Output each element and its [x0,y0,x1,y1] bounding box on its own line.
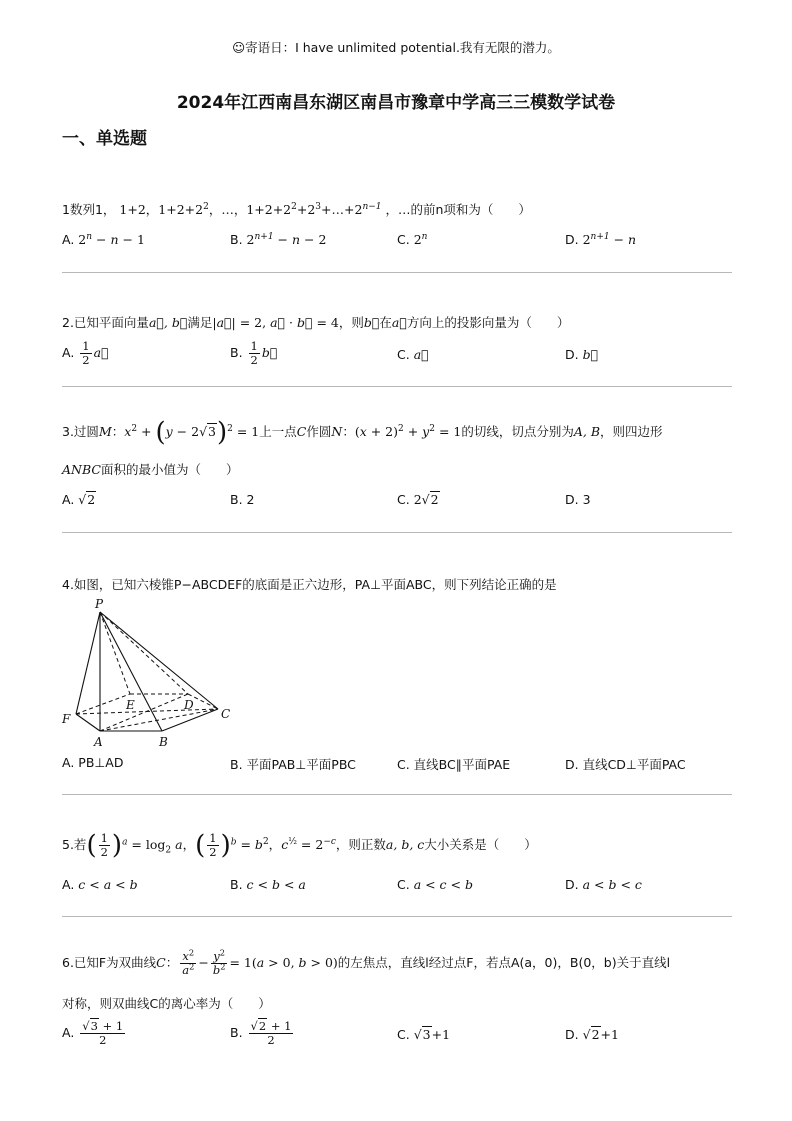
question-1-option-a[interactable]: A. $2^n - n - 1$ [62,232,145,247]
question-6-option-b[interactable]: B. $\frac{√2 + 1}{2}$ [230,1019,292,1048]
question-1-option-b[interactable]: B. $2^{n+1} - n - 2$ [230,232,327,247]
label-d: D [184,698,194,712]
label-c: C [221,707,231,721]
question-1-stem: 1数列1， 1+2，$1+2+2^2$，…，$1+2+2^2+2^3+\dots+2^{n-1}$ ，…的前n项和为（ ） [62,202,531,217]
question-5-option-a[interactable]: A. c < a < b [62,877,138,892]
question-6-option-c[interactable]: C. √3+1 [397,1027,451,1042]
question-6-option-d[interactable]: D. √2+1 [565,1027,619,1042]
edge-pd [100,612,188,694]
question-5-option-b[interactable]: B. c < b < a [230,877,306,892]
divider [62,794,732,795]
divider [62,272,732,273]
label-p: P [95,597,104,611]
question-3-option-d[interactable]: D. 3 [565,492,591,507]
label-f: F [62,712,71,726]
question-4-stem: 4.如图，已知六棱锥P−ABCDEF的底面是正六边形，PA⊥平面ABC，则下列结论正确的是 [62,577,557,592]
question-3-option-c[interactable]: C. 2√2 [397,492,439,507]
question-3-stem: 3.过圆M：$x^2 + (y - 2√3)^2 = 1$上一点C作圆N：$(x + 2)^2 + y^2 = 1$的切线，切点分别为A, B，则四边形 [62,417,663,448]
question-2-option-c[interactable]: C. a⃗ [397,347,429,362]
label-e: E [126,698,135,712]
divider [62,386,732,387]
question-4-option-c[interactable]: C. 直线BC∥平面PAE [397,757,511,772]
question-4-option-a[interactable]: A. PB⊥AD [62,755,124,770]
question-1-option-c[interactable]: C. 2$^n$ [397,232,428,247]
edge-fe [76,694,130,714]
question-2-option-d[interactable]: D. b⃗ [565,347,599,362]
question-3-option-b[interactable]: B. 2 [230,492,255,507]
edge-fa [76,714,100,731]
question-2-stem: 2.已知平面向量a⃗, b⃗满足|a⃗| = 2, a⃗ · b⃗ = 4，则b⃗在a⃗方向上的投影向量为（ ） [62,315,570,330]
edge-bc [162,709,218,731]
edge-pb [100,612,162,731]
question-5-option-c[interactable]: C. a < c < b [397,877,473,892]
edge-ac [100,709,218,731]
question-1-option-d[interactable]: D. $2^{n+1} - n$ [565,232,637,247]
question-5-stem: 5.若( $\frac{1}{2}$ )$^a = \log_2 a$，( $\frac{1}{2}$ )$^b = b^2$，$c^{\frac{1}{2}} = 2^{-c}$，则正数a, b, c大小关系是（ ） [62,830,537,861]
label-b: B [159,735,168,748]
label-a: A [94,735,103,748]
question-4-option-b[interactable]: B. 平面PAB⊥平面PBC [230,757,356,772]
question-4-option-d[interactable]: D. 直线CD⊥平面PAC [565,757,686,772]
pyramid-figure [58,596,238,748]
question-3-option-a[interactable]: A. √2 [62,492,96,507]
edge-pf [76,612,100,714]
divider [62,916,732,917]
page-title: 2024年江西南昌东湖区南昌市豫章中学高三三模数学试卷 [176,93,616,113]
question-6-stem: 6.已知F为双曲线C： $\frac{x^2}{a^2}$ − $\frac{y^2}{b^2}$ = 1(a > 0, b > 0)的左焦点，直线l经过点F，若点A(a，0)，B(0，b)关于直线l [62,947,671,978]
question-3-stem-line2: ANBC面积的最小值为（ ） [62,462,239,477]
question-6-option-a[interactable]: A. $\frac{√3 + 1}{2}$ [62,1019,124,1048]
question-6-stem-line2: 对称，则双曲线C的离心率为（ ） [62,996,271,1011]
divider [62,532,732,533]
question-2-option-b[interactable]: B. $\frac{1}{2}$ b⃗ [230,339,278,368]
question-5-option-d[interactable]: D. a < b < c [565,877,642,892]
section-heading: 一、单选题 [62,129,147,149]
question-2-option-a[interactable]: A. $\frac{1}{2}$ a⃗ [62,339,109,368]
page-motto: ☺寄语日：I have unlimited potential.我有无限的潜力。 [232,40,560,55]
